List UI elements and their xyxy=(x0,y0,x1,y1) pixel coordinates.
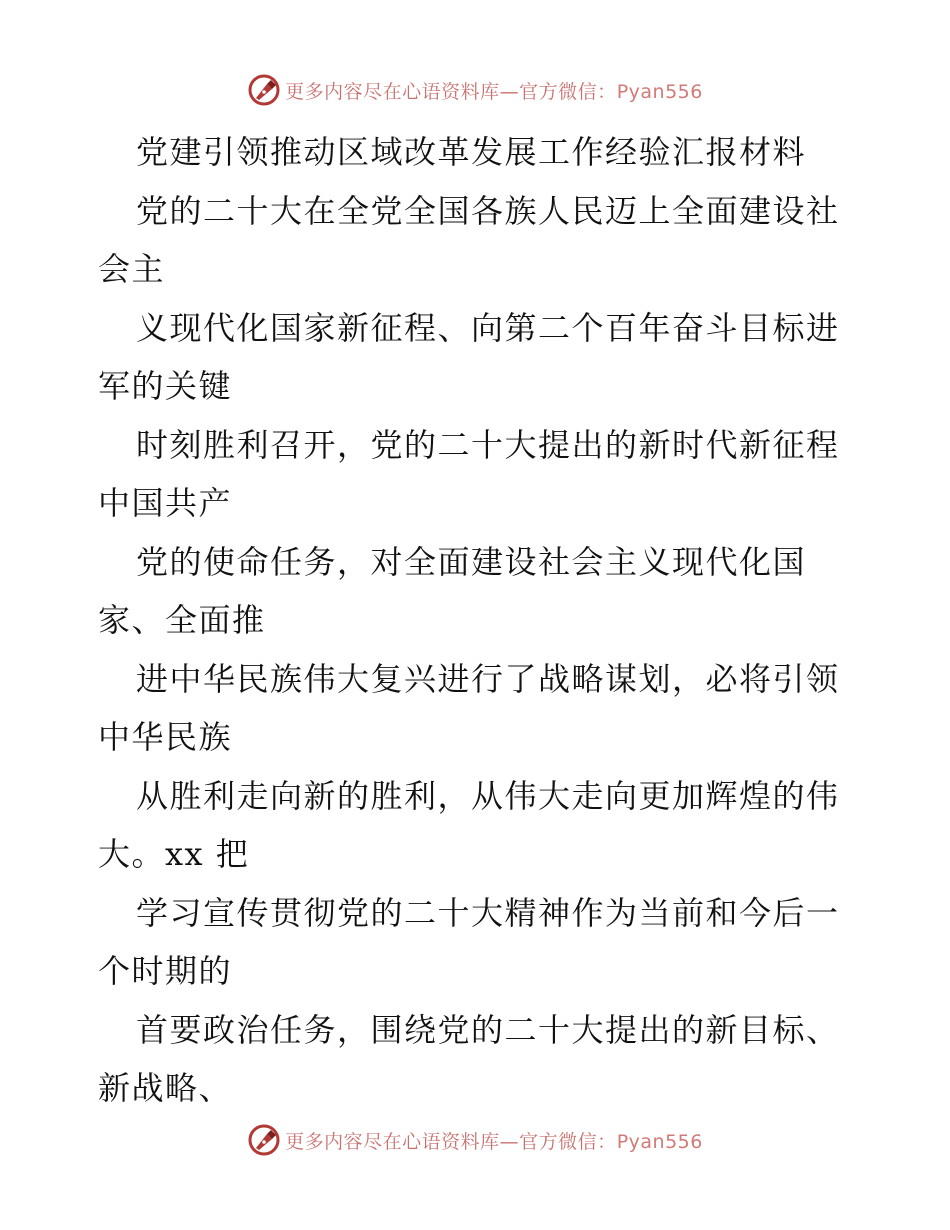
text-line: 军的关键 xyxy=(98,367,233,405)
text-line: 从胜利走向新的胜利，从伟大走向更加辉煌的伟 xyxy=(136,776,840,815)
text-line: 学习宣传贯彻党的二十大精神作为当前和今后一 xyxy=(136,893,840,932)
footer-banner xyxy=(0,1120,950,1160)
text-line: 中国共产 xyxy=(98,484,233,522)
banner-contact-label: 官方微信： xyxy=(519,80,617,103)
banner-title: 更多内容尽在心语资料库 xyxy=(285,80,500,103)
banner-contact-label: 官方微信： xyxy=(519,1130,617,1153)
pen-nib-logo-icon xyxy=(247,1123,281,1157)
text-line: 中华民族 xyxy=(98,718,233,756)
pen-nib-logo-icon xyxy=(247,73,281,107)
banner-separator: — xyxy=(499,80,520,103)
text-line: 首要政治任务，围绕党的二十大提出的新目标、 xyxy=(136,1010,840,1049)
text-line: 新战略、 xyxy=(98,1069,233,1107)
text-line: 党的二十大在全党全国各族人民迈上全面建设社 xyxy=(136,191,840,230)
text-line: 家、全面推 xyxy=(98,601,266,639)
document-title: 党建引领推动区域改革发展工作经验汇报材料 xyxy=(136,133,807,171)
header-banner xyxy=(0,70,950,110)
banner-contact-id: Pyan556 xyxy=(616,1130,703,1153)
text-line: 党的使命任务，对全面建设社会主义现代化国 xyxy=(136,542,807,581)
text-line: 进中华民族伟大复兴进行了战略谋划，必将引领 xyxy=(136,659,840,698)
text-line: 时刻胜利召开，党的二十大提出的新时代新征程 xyxy=(136,425,840,464)
document-body xyxy=(98,123,858,1118)
text-line: 个时期的 xyxy=(98,952,233,990)
banner-title: 更多内容尽在心语资料库 xyxy=(285,1130,500,1153)
text-line: 大。xx 把 xyxy=(98,835,250,873)
banner-contact-id: Pyan556 xyxy=(616,80,703,103)
text-line: 义现代化国家新征程、向第二个百年奋斗目标进 xyxy=(136,308,840,347)
text-line: 会主 xyxy=(98,250,166,288)
banner-separator: — xyxy=(499,1130,520,1153)
